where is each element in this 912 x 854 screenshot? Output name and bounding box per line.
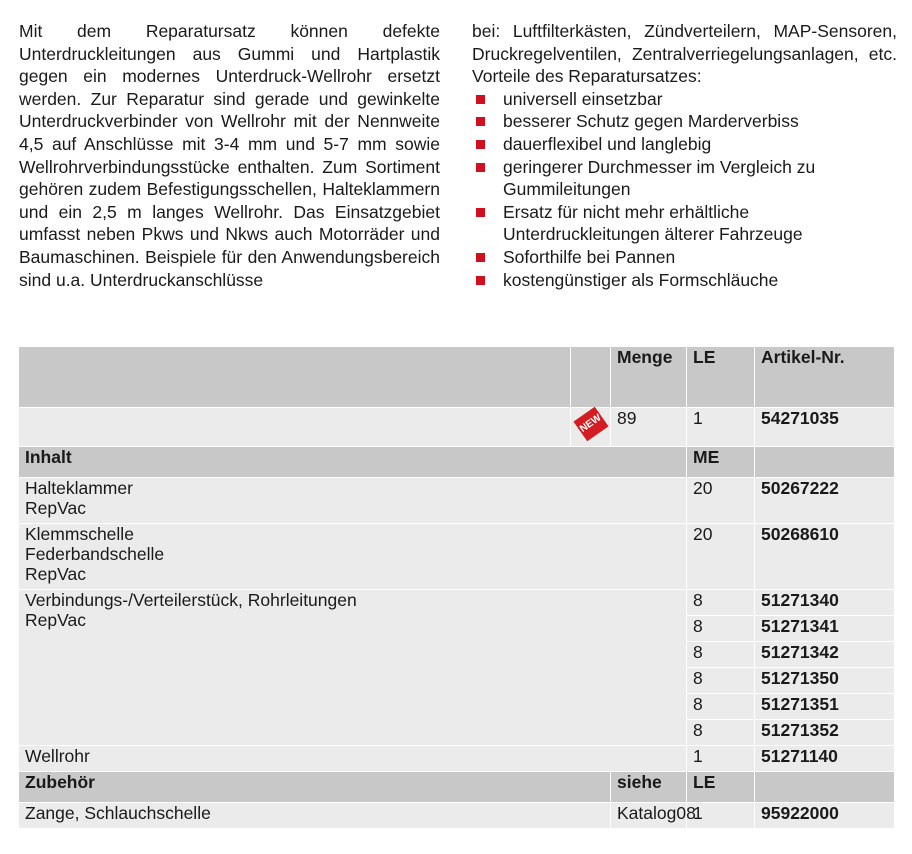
- item-artikel: 50268610: [755, 524, 895, 590]
- feature-item: dauerflexibel und langlebig: [472, 133, 897, 156]
- zubehoer-name: Zange, Schlauchschelle: [19, 803, 611, 829]
- bullet-square-icon: [476, 140, 485, 149]
- inhalt-items: [19, 478, 895, 772]
- feature-item: kostengünstiger als Formschläuche: [472, 269, 897, 292]
- item-me: 8: [687, 668, 755, 694]
- item-artikel: 51271351: [755, 694, 895, 720]
- product-menge: 89: [611, 408, 687, 447]
- table-row: [19, 803, 895, 829]
- product-artikel: 54271035: [755, 408, 895, 447]
- article-table: [18, 346, 895, 829]
- description-intro: bei: Luftfilterkästen, Zündverteilern, MAP-Sensoren, Druckregelventilen, Zentralverriegelungsanlagen, etc. Vorteile des Reparatursatzes:: [472, 21, 897, 87]
- feature-item: Soforthilfe bei Pannen: [472, 246, 897, 269]
- item-me: 8: [687, 642, 755, 668]
- item-me: 8: [687, 720, 755, 746]
- bullet-square-icon: [476, 276, 485, 285]
- zubehoer-siehe-value: Katalog08: [611, 803, 687, 829]
- table-header-row: [19, 347, 895, 408]
- item-me: 8: [687, 590, 755, 616]
- item-artikel: 51271341: [755, 616, 895, 642]
- item-artikel: 50267222: [755, 478, 895, 524]
- table-row: [19, 746, 895, 772]
- zubehoer-artikel: 95922000: [755, 803, 895, 829]
- zubehoer-header-row: [19, 772, 895, 803]
- feature-item: geringerer Durchmesser im Vergleich zu Gummileitungen: [472, 156, 897, 201]
- header-artikel: Artikel-Nr.: [755, 347, 895, 408]
- item-name: Verbindungs-/Verteilerstück, Rohrleitungen RepVac: [19, 590, 687, 746]
- item-artikel: 51271340: [755, 590, 895, 616]
- bullet-square-icon: [476, 253, 485, 262]
- table-row: [19, 478, 895, 524]
- item-me: 20: [687, 478, 755, 524]
- item-artikel: 51271350: [755, 668, 895, 694]
- header-menge: Menge: [611, 347, 687, 408]
- item-artikel: 51271342: [755, 642, 895, 668]
- item-name: Wellrohr: [19, 746, 687, 772]
- item-artikel: 51271352: [755, 720, 895, 746]
- description-right: [472, 20, 897, 291]
- bullet-square-icon: [476, 95, 485, 104]
- product-row: [19, 408, 895, 447]
- item-artikel: 51271140: [755, 746, 895, 772]
- item-me: 8: [687, 616, 755, 642]
- item-name: Halteklammer RepVac: [19, 478, 687, 524]
- zubehoer-label: Zubehör: [19, 772, 611, 803]
- zubehoer-siehe: siehe: [611, 772, 687, 803]
- bullet-square-icon: [476, 163, 485, 172]
- description-left: Mit dem Reparatursatz können defekte Unterdruckleitungen aus Gummi und Hartplastik gegen ein modernes Unterdruck-Wellrohr ersetzt werden. Zur Reparatur sind gerade und gewinkelte Unterdruckverbinder von Wellrohr mit der Nennweite 4,5 auf Anschlüsse mit 3-4 mm und 5-7 mm sowie Wellrohrverbindungsstücke enthalten. Zum Sortiment gehören zudem Befestigungsschellen, Halteklammern und ein 2,5 m langes Wellrohr. Das Einsatzgebiet umfasst neben Pkws und Nkws auch Motorräder und Baumaschinen. Beispiele für den Anwendungsbereich sind u.a. Unterdruckanschlüsse: [19, 21, 440, 290]
- header-le: LE: [687, 347, 755, 408]
- item-me: 20: [687, 524, 755, 590]
- item-me: 1: [687, 746, 755, 772]
- new-badge-icon: NEW: [573, 407, 608, 442]
- item-me: 8: [687, 694, 755, 720]
- inhalt-header-row: [19, 447, 895, 478]
- item-name: Klemmschelle Federbandschelle RepVac: [19, 524, 687, 590]
- feature-item: besserer Schutz gegen Marderverbiss: [472, 110, 897, 133]
- bullet-square-icon: [476, 208, 485, 217]
- zubehoer-le-value: 1: [687, 803, 755, 829]
- feature-list: [472, 88, 897, 291]
- inhalt-label: Inhalt: [19, 447, 687, 478]
- feature-item: Ersatz für nicht mehr erhältliche Unterdruckleitungen älterer Fahrzeuge: [472, 201, 897, 246]
- inhalt-me: ME: [687, 447, 755, 478]
- bullet-square-icon: [476, 117, 485, 126]
- product-le: 1: [687, 408, 755, 447]
- table-row: [19, 590, 895, 616]
- zubehoer-le: LE: [687, 772, 755, 803]
- table-row: [19, 524, 895, 590]
- feature-item: universell einsetzbar: [472, 88, 897, 111]
